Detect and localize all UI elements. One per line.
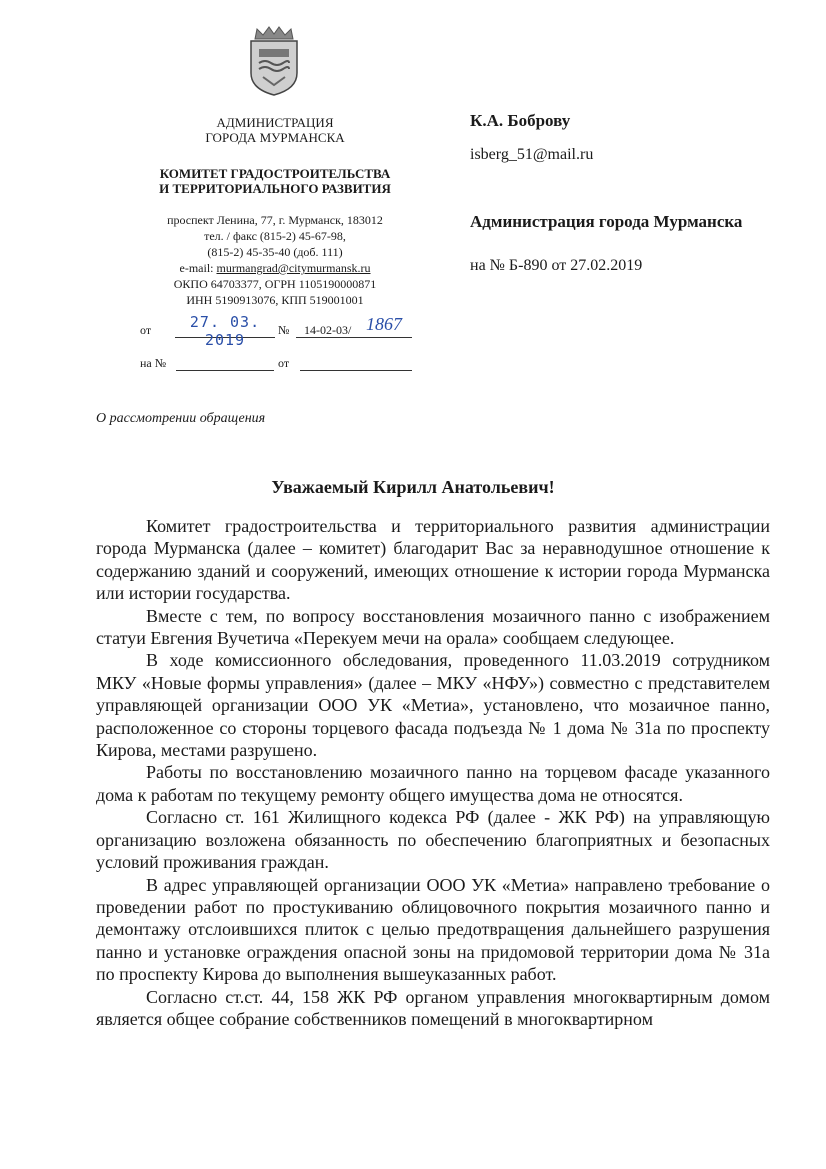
issuer-phone-1: тел. / факс (815-2) 45-67-98, [204, 229, 346, 243]
body-paragraph: Согласно ст. 161 Жилищного кодекса РФ (далее - ЖК РФ) на управляющую организацию возложена обязанность по обеспечению благоприятных и безопасных условий проживания граждан. [96, 807, 770, 873]
recipient-organization: Администрация города Мурманска [470, 212, 743, 231]
issuer-contacts [140, 212, 410, 308]
issuer-phone-2: (815-2) 45-35-40 (доб. 111) [207, 245, 343, 259]
issuer-address: проспект Ленина, 77, г. Мурманск, 183012 [167, 213, 383, 227]
recipient-reference: на № Б-890 от 27.02.2019 [470, 257, 643, 274]
body-paragraph: Согласно ст.ст. 44, 158 ЖК РФ органом управления многоквартирным домом является общее собрание собственников помещений в многоквартирном [96, 986, 770, 1029]
body-paragraph: В адрес управляющей организации ООО УК «Метиа» направлено требование о проведении работ по простукиванию облицовочного покрытия мозаичного панно и демонтажу отслоившихся плиток с целью предотвращения дальнейшего разрушения панно и установке ограждения опасной зоны на придомовой территории дома № 31а по проспекту Кирова до выполнения вышеуказанных работ. [96, 874, 770, 985]
outgoing-number [296, 313, 412, 338]
issuer-administration [140, 115, 410, 145]
from-label: от [140, 323, 152, 337]
committee-line-2: И ТЕРРИТОРИАЛЬНОГО РАЗВИТИЯ [159, 181, 391, 196]
issuer-inn: ИНН 5190913076, КПП 519001001 [186, 293, 364, 307]
admin-line-2: ГОРОДА МУРМАНСКА [205, 130, 345, 145]
issuer-email-link[interactable]: murmangrad@citymurmansk.ru [216, 261, 371, 275]
letter-body [96, 515, 770, 1030]
ref-number-blank [176, 370, 274, 371]
committee-line-1: КОМИТЕТ ГРАДОСТРОИТЕЛЬСТВА [159, 166, 391, 181]
recipient-email[interactable]: isberg_51@mail.ru [470, 146, 594, 163]
recipient-name: К.А. Боброву [470, 111, 571, 130]
letter-greeting: Уважаемый Кирилл Анатольевич! [271, 477, 555, 497]
body-paragraph: Работы по восстановлению мозаичного панно на торцевом фасаде указанного дома к работам по текущему ремонту общего имущества дома не относятся. [96, 762, 770, 805]
admin-line-1: АДМИНИСТРАЦИЯ [216, 115, 334, 130]
issuer-email-line [140, 260, 410, 276]
body-paragraph: Вместе с тем, по вопросу восстановления мозаичного панно с изображением статуи Евгения Вучетича «Перекуем мечи на орала» сообщаем следующее. [96, 605, 770, 649]
ref-date-blank [300, 370, 412, 371]
number-prefix: 14-02-03/ [304, 323, 352, 337]
body-paragraph: В ходе комиссионного обследования, проведенного 11.03.2019 сотрудником МКУ «Новые формы управления» (далее – МКУ «НФУ») совместно с представителем управляющей организации ООО УК «Метиа», установлено, что мозаичное панно, расположенное со стороны торцевого фасада подъезда № 1 дома № 31а по проспекту Кирова, местами разрушено. [96, 650, 770, 761]
issuer-committee [140, 166, 410, 196]
number-handwritten: 1867 [366, 314, 402, 334]
ref-from-label: от [278, 356, 290, 370]
date-stamp: 27. 03. 2019 [175, 313, 275, 338]
ref-number-label: на № [140, 356, 167, 370]
issuer-okpo: ОКПО 64703377, ОГРН 1105190000871 [173, 277, 377, 291]
email-label: e-mail: [179, 261, 217, 275]
number-label: № [278, 323, 290, 337]
coat-of-arms-emblem [247, 25, 301, 97]
body-paragraph: Комитет градостроительства и территориального развития администрации города Мурманска (далее – комитет) благодарит Вас за неравнодушное отношение к содержанию зданий и сооружений, имеющих отношение к истории города Мурманска или истории государства. [96, 516, 770, 604]
letter-subject: О рассмотрении обращения [96, 411, 266, 426]
